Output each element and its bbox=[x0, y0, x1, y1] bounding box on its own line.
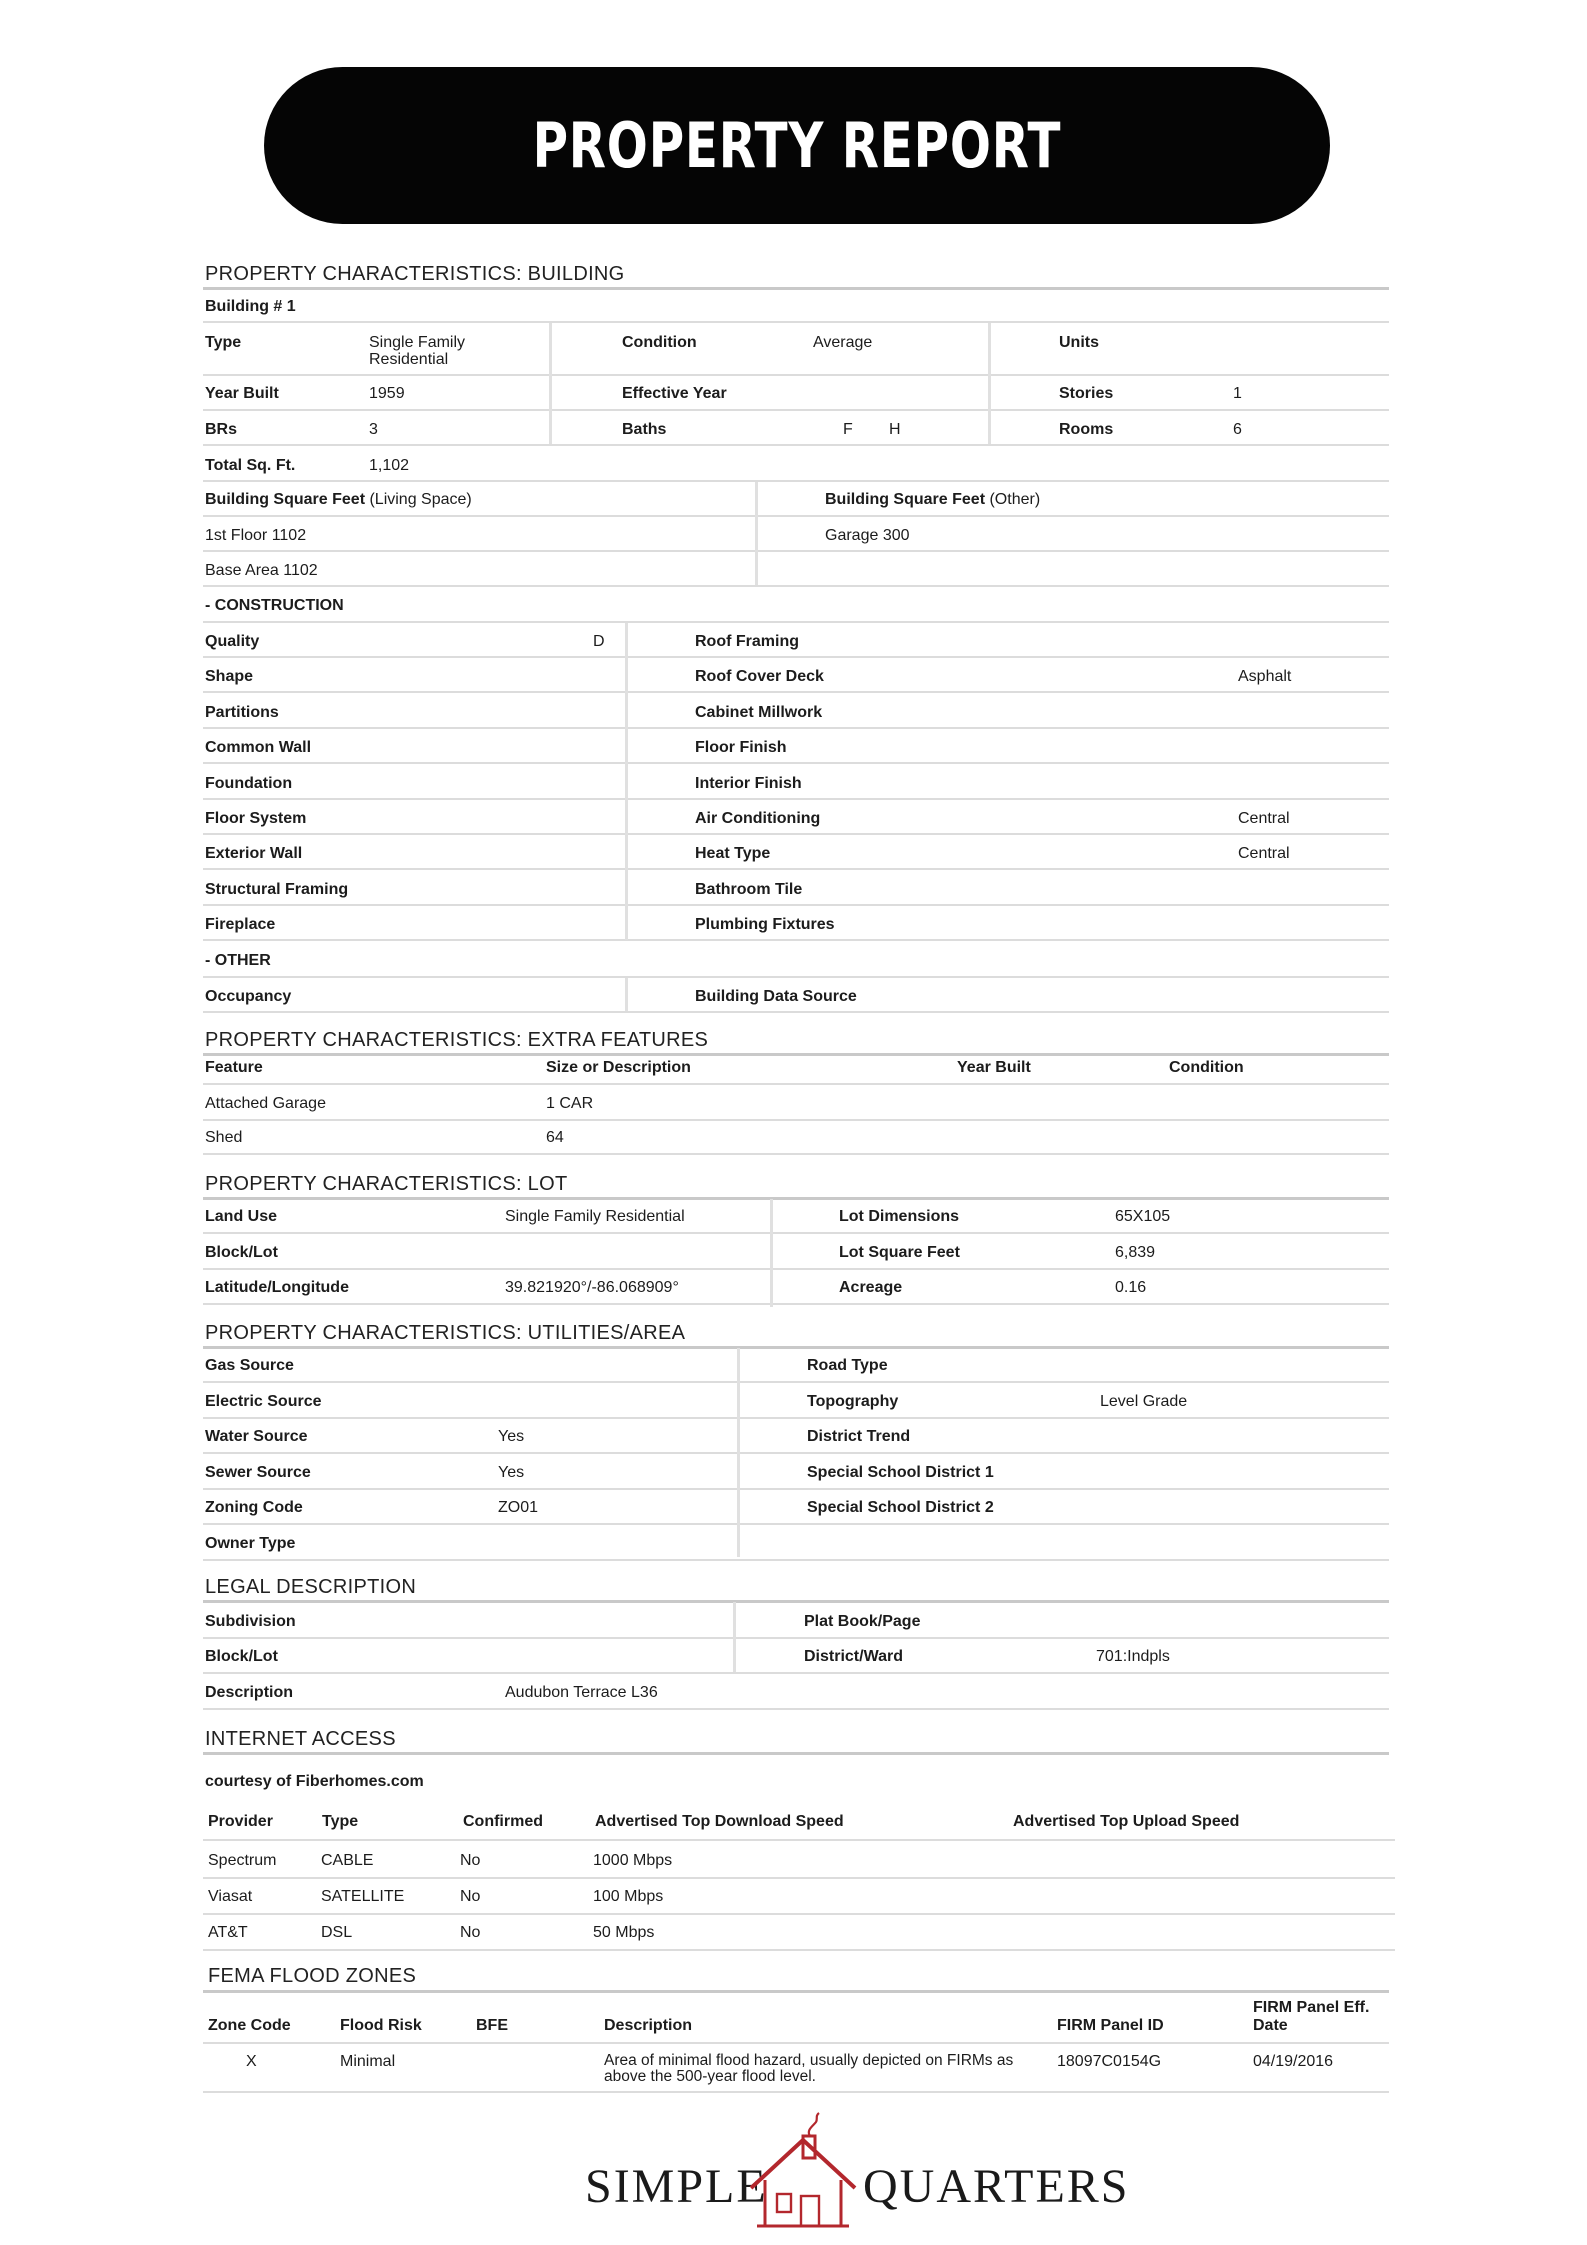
construction-value: Central bbox=[1238, 810, 1290, 827]
extra-feature-size: 1 CAR bbox=[546, 1095, 594, 1112]
column-divider bbox=[988, 323, 991, 444]
divider bbox=[203, 798, 1389, 800]
construction-label: Floor Finish bbox=[695, 739, 787, 756]
internet-header-confirmed: Confirmed bbox=[463, 1813, 543, 1830]
construction-label: Roof Cover Deck bbox=[695, 668, 824, 685]
extra-features-header-year-built: Year Built bbox=[957, 1059, 1031, 1076]
divider bbox=[203, 1268, 1389, 1270]
divider bbox=[203, 1990, 1389, 1993]
fema-zone-code: X bbox=[246, 2053, 257, 2070]
divider bbox=[203, 1452, 1389, 1454]
fema-panel-date: 04/19/2016 bbox=[1253, 2053, 1334, 2070]
internet-confirmed: No bbox=[460, 1852, 481, 1869]
section-title-fema: FEMA FLOOD ZONES bbox=[208, 1965, 417, 1987]
utility-label: District Trend bbox=[807, 1428, 911, 1445]
first-floor-sqft: 1st Floor 1102 bbox=[205, 527, 307, 544]
internet-courtesy bbox=[205, 1773, 424, 1791]
divider bbox=[203, 585, 1389, 587]
extra-features-header-size: Size or Description bbox=[546, 1059, 691, 1076]
divider bbox=[203, 1877, 1395, 1879]
baths-full-label: F bbox=[843, 421, 853, 438]
column-divider bbox=[770, 1199, 773, 1307]
fema-header-panel-id: FIRM Panel ID bbox=[1057, 2017, 1164, 2034]
divider bbox=[203, 321, 1389, 323]
divider bbox=[203, 1913, 1395, 1915]
building-data-source-label: Building Data Source bbox=[695, 988, 857, 1005]
construction-label: Floor System bbox=[205, 810, 307, 827]
brand-name-left: SIMPLE bbox=[585, 2160, 768, 2213]
brs-label: BRs bbox=[205, 421, 238, 438]
divider bbox=[203, 1637, 1389, 1639]
divider bbox=[203, 515, 1389, 517]
divider bbox=[203, 1083, 1389, 1085]
divider bbox=[203, 904, 1389, 906]
utility-label: Special School District 1 bbox=[807, 1464, 994, 1481]
construction-value: D bbox=[593, 633, 605, 650]
utility-label: Road Type bbox=[807, 1357, 888, 1374]
construction-label: Common Wall bbox=[205, 739, 312, 756]
section-title-lot: PROPERTY CHARACTERISTICS: LOT bbox=[205, 1173, 568, 1195]
utility-value: Level Grade bbox=[1100, 1393, 1188, 1410]
type-value: Single Family Residential bbox=[369, 334, 466, 368]
lot-label: Lot Square Feet bbox=[839, 1244, 960, 1261]
internet-header-upload: Advertised Top Upload Speed bbox=[1013, 1813, 1240, 1830]
utility-label: Topography bbox=[807, 1393, 899, 1410]
brand-name-right: QUARTERS bbox=[863, 2160, 1130, 2213]
utility-label: Sewer Source bbox=[205, 1464, 311, 1481]
legal-label: Block/Lot bbox=[205, 1648, 278, 1665]
fema-header-zone-code: Zone Code bbox=[208, 2017, 291, 2034]
section-title-extra-features: PROPERTY CHARACTERISTICS: EXTRA FEATURES bbox=[205, 1029, 709, 1051]
house-icon bbox=[743, 2108, 863, 2228]
construction-label: Structural Framing bbox=[205, 881, 349, 898]
lot-label: Lot Dimensions bbox=[839, 1208, 960, 1225]
legal-label: District/Ward bbox=[804, 1648, 903, 1665]
year-built-label: Year Built bbox=[205, 385, 279, 402]
divider bbox=[203, 480, 1389, 482]
extra-feature-name: Shed bbox=[205, 1129, 243, 1146]
construction-label: Foundation bbox=[205, 775, 293, 792]
construction-label: Plumbing Fixtures bbox=[695, 916, 835, 933]
fema-header-flood-risk: Flood Risk bbox=[340, 2017, 422, 2034]
divider bbox=[203, 550, 1389, 552]
internet-provider: Viasat bbox=[208, 1888, 253, 1905]
baths-label: Baths bbox=[622, 421, 667, 438]
section-title-internet: INTERNET ACCESS bbox=[205, 1728, 396, 1750]
internet-header-provider: Provider bbox=[208, 1813, 273, 1830]
internet-provider: AT&T bbox=[208, 1924, 248, 1941]
divider bbox=[203, 762, 1389, 764]
construction-label: Heat Type bbox=[695, 845, 771, 862]
column-divider bbox=[625, 623, 628, 940]
fema-header-panel-date: FIRM Panel Eff. Date bbox=[1253, 1999, 1370, 2034]
brand-logo bbox=[580, 2108, 1130, 2228]
other-heading: - OTHER bbox=[205, 952, 271, 969]
divider bbox=[203, 1417, 1389, 1419]
construction-value: Central bbox=[1238, 845, 1290, 862]
fema-description: Area of minimal flood hazard, usually depicted on FIRMs as above the 500-year flood level. bbox=[604, 2052, 1014, 2085]
section-title-building: PROPERTY CHARACTERISTICS: BUILDING bbox=[205, 263, 625, 285]
utility-value: Yes bbox=[498, 1428, 525, 1445]
lot-value: Single Family Residential bbox=[505, 1208, 685, 1225]
construction-label: Air Conditioning bbox=[695, 810, 821, 827]
internet-courtesy-prefix: courtesy of bbox=[205, 1773, 292, 1790]
living-sqft-suffix: (Living Space) bbox=[369, 491, 472, 508]
divider bbox=[203, 1949, 1395, 1951]
divider bbox=[203, 1011, 1389, 1013]
base-area-sqft: Base Area 1102 bbox=[205, 562, 318, 579]
divider bbox=[203, 1523, 1389, 1525]
utility-label: Water Source bbox=[205, 1428, 308, 1445]
report-title: PROPERTY REPORT bbox=[532, 109, 1062, 182]
living-sqft-heading bbox=[205, 491, 472, 509]
lot-label: Acreage bbox=[839, 1279, 903, 1296]
lot-label: Land Use bbox=[205, 1208, 278, 1225]
condition-label: Condition bbox=[622, 334, 697, 351]
section-title-utilities: PROPERTY CHARACTERISTICS: UTILITIES/AREA bbox=[205, 1322, 686, 1344]
internet-confirmed: No bbox=[460, 1924, 481, 1941]
divider bbox=[203, 1708, 1389, 1710]
construction-label: Interior Finish bbox=[695, 775, 802, 792]
divider bbox=[203, 2042, 1389, 2044]
extra-feature-size: 64 bbox=[546, 1129, 564, 1146]
divider bbox=[203, 1381, 1389, 1383]
construction-label: Quality bbox=[205, 633, 260, 650]
occupancy-label: Occupancy bbox=[205, 988, 292, 1005]
legal-label: Subdivision bbox=[205, 1613, 296, 1630]
divider bbox=[203, 976, 1389, 978]
divider bbox=[203, 409, 1389, 411]
construction-label: Partitions bbox=[205, 704, 279, 721]
divider bbox=[203, 1197, 1389, 1200]
divider bbox=[203, 1153, 1389, 1155]
divider bbox=[203, 1488, 1389, 1490]
internet-confirmed: No bbox=[460, 1888, 481, 1905]
column-divider bbox=[549, 323, 552, 444]
baths-half-label: H bbox=[889, 421, 901, 438]
utility-value: Yes bbox=[498, 1464, 525, 1481]
utility-label: Gas Source bbox=[205, 1357, 294, 1374]
other-sqft-heading bbox=[825, 491, 1040, 509]
garage-sqft: Garage 300 bbox=[825, 527, 910, 544]
other-sqft-label: Building Square Feet bbox=[825, 491, 986, 508]
lot-value: 6,839 bbox=[1115, 1244, 1156, 1261]
type-label: Type bbox=[205, 334, 242, 351]
construction-value: Asphalt bbox=[1238, 668, 1292, 685]
construction-label: Cabinet Millwork bbox=[695, 704, 823, 721]
divider bbox=[203, 1839, 1395, 1841]
utility-label: Electric Source bbox=[205, 1393, 322, 1410]
legal-description-label: Description bbox=[205, 1684, 294, 1701]
divider bbox=[203, 1303, 1389, 1305]
internet-type: CABLE bbox=[321, 1852, 374, 1869]
divider bbox=[203, 1053, 1389, 1056]
construction-label: Bathroom Tile bbox=[695, 881, 803, 898]
divider bbox=[203, 1559, 1389, 1561]
column-divider bbox=[733, 1602, 736, 1672]
divider bbox=[203, 868, 1389, 870]
legal-label: Plat Book/Page bbox=[804, 1613, 921, 1630]
stories-label: Stories bbox=[1059, 385, 1114, 402]
rooms-label: Rooms bbox=[1059, 421, 1114, 438]
column-divider bbox=[737, 1348, 740, 1557]
divider bbox=[203, 444, 1389, 446]
divider bbox=[203, 621, 1389, 623]
year-built-value: 1959 bbox=[369, 385, 405, 402]
internet-courtesy-source: Fiberhomes.com bbox=[295, 1773, 424, 1790]
lot-label: Block/Lot bbox=[205, 1244, 278, 1261]
divider bbox=[203, 691, 1389, 693]
internet-header-type: Type bbox=[322, 1813, 359, 1830]
lot-value: 39.821920°/-86.068909° bbox=[505, 1279, 679, 1296]
brs-value: 3 bbox=[369, 421, 378, 438]
divider bbox=[203, 374, 1389, 376]
column-divider bbox=[755, 482, 758, 585]
utility-label: Zoning Code bbox=[205, 1499, 303, 1516]
lot-label: Latitude/Longitude bbox=[205, 1279, 349, 1296]
other-sqft-suffix: (Other) bbox=[989, 491, 1041, 508]
divider bbox=[203, 1752, 1389, 1755]
internet-download-speed: 50 Mbps bbox=[593, 1924, 655, 1941]
fema-header-bfe: BFE bbox=[476, 2017, 508, 2034]
rooms-value: 6 bbox=[1233, 421, 1242, 438]
internet-header-download: Advertised Top Download Speed bbox=[595, 1813, 844, 1830]
legal-description-value: Audubon Terrace L36 bbox=[505, 1684, 658, 1701]
units-label: Units bbox=[1059, 334, 1099, 351]
extra-features-header-condition: Condition bbox=[1169, 1059, 1244, 1076]
extra-features-header-feature: Feature bbox=[205, 1059, 263, 1076]
fema-flood-risk: Minimal bbox=[340, 2053, 396, 2070]
construction-label: Shape bbox=[205, 668, 254, 685]
stories-value: 1 bbox=[1233, 385, 1242, 402]
extra-feature-name: Attached Garage bbox=[205, 1095, 326, 1112]
total-sqft-value: 1,102 bbox=[369, 457, 410, 474]
total-sqft-label: Total Sq. Ft. bbox=[205, 457, 296, 474]
condition-value: Average bbox=[813, 334, 873, 351]
column-divider bbox=[625, 978, 628, 1011]
section-title-legal: LEGAL DESCRIPTION bbox=[205, 1576, 417, 1598]
utility-label: Owner Type bbox=[205, 1535, 296, 1552]
divider bbox=[203, 287, 1389, 290]
divider bbox=[203, 1672, 1389, 1674]
divider bbox=[203, 833, 1389, 835]
divider bbox=[203, 727, 1389, 729]
divider bbox=[203, 939, 1389, 941]
lot-value: 65X105 bbox=[1115, 1208, 1171, 1225]
effective-year-label: Effective Year bbox=[622, 385, 727, 402]
internet-provider: Spectrum bbox=[208, 1852, 277, 1869]
divider bbox=[203, 2091, 1389, 2093]
divider bbox=[203, 1119, 1389, 1121]
internet-type: SATELLITE bbox=[321, 1888, 405, 1905]
report-title-banner bbox=[264, 67, 1330, 224]
internet-type: DSL bbox=[321, 1924, 353, 1941]
divider bbox=[203, 1232, 1389, 1234]
construction-heading: - CONSTRUCTION bbox=[205, 597, 344, 614]
divider bbox=[203, 1346, 1389, 1349]
legal-value: 701:Indpls bbox=[1096, 1648, 1170, 1665]
construction-label: Roof Framing bbox=[695, 633, 799, 650]
internet-download-speed: 1000 Mbps bbox=[593, 1852, 673, 1869]
divider bbox=[203, 656, 1389, 658]
lot-value: 0.16 bbox=[1115, 1279, 1147, 1296]
internet-download-speed: 100 Mbps bbox=[593, 1888, 664, 1905]
utility-label: Special School District 2 bbox=[807, 1499, 994, 1516]
living-sqft-label: Building Square Feet bbox=[205, 491, 366, 508]
building-number: Building # 1 bbox=[205, 298, 296, 315]
construction-label: Exterior Wall bbox=[205, 845, 303, 862]
construction-label: Fireplace bbox=[205, 916, 276, 933]
utility-value: ZO01 bbox=[498, 1499, 539, 1516]
fema-header-description: Description bbox=[604, 2017, 693, 2034]
divider bbox=[203, 1600, 1389, 1603]
fema-panel-id: 18097C0154G bbox=[1057, 2053, 1162, 2070]
